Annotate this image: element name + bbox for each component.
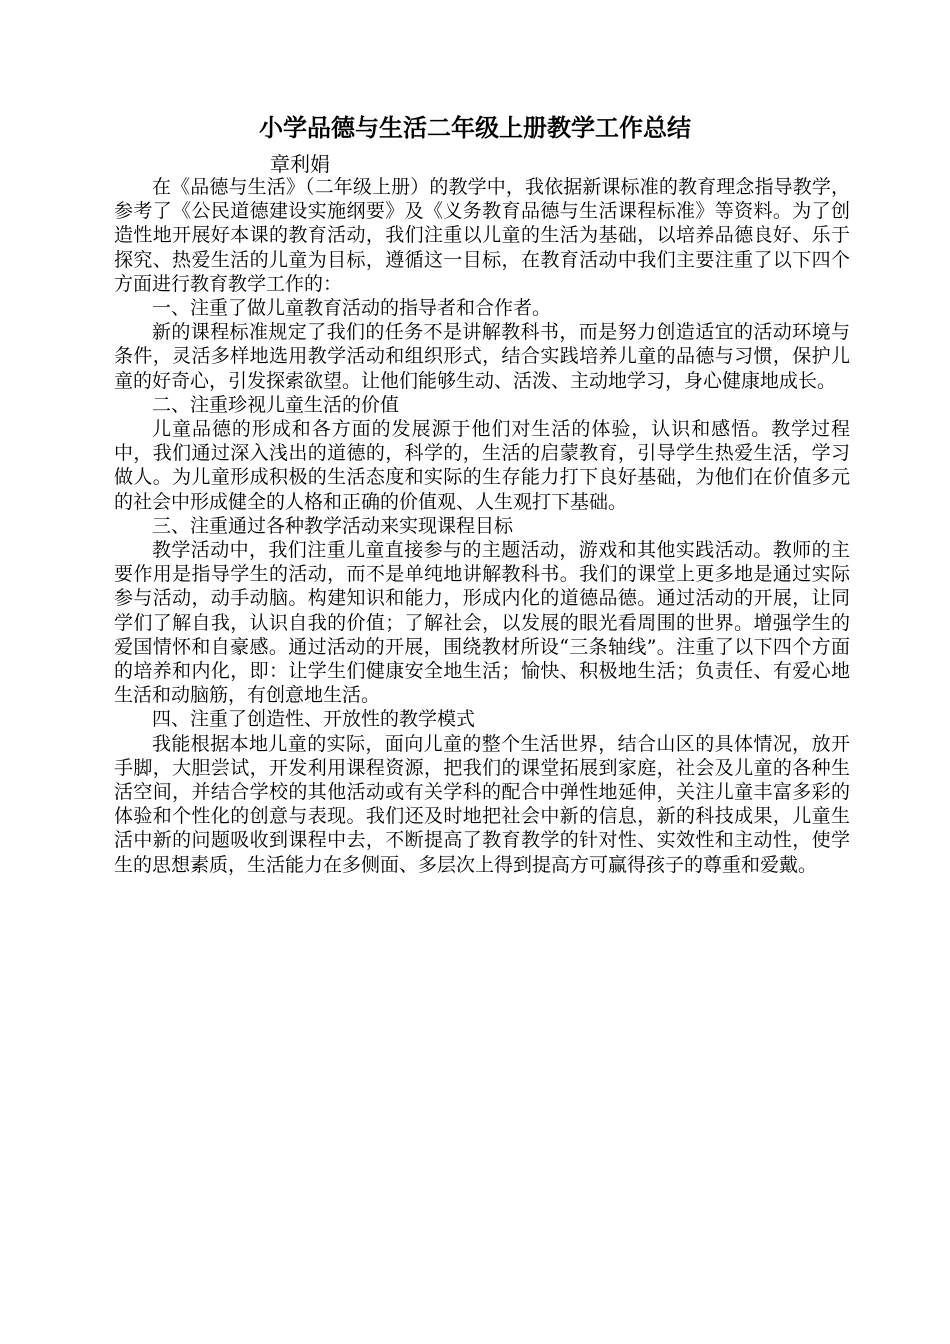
section-heading-2: 二、注重珍视儿童生活的价值 [152,393,400,416]
section-heading-3: 三、注重通过各种教学活动来实现课程目标 [152,514,514,537]
paragraph-section-1: 新的课程标准规定了我们的任务不是讲解教科书，而是努力创造适宜的活动环境与条件，灵活多样地选用教学活动和组织形式，结合实践培养儿童的品德与习惯，保护儿童的好奇心，引发探索欲望。让他们能够生动、活泼、主动地学习，身心健康地成长。 [114,321,850,392]
paragraph-section-2: 儿童品德的形成和各方面的发展源于他们对生活的体验，认识和感悟。教学过程中，我们通过深入浅出的道德的，科学的，生活的启蒙教育，引导学生热爱生活，学习做人。为儿童形成积极的生活态度和实际的生存能力打下良好基础，为他们在价值多元的社会中形成健全的人格和正确的价值观、人生观打下基础。 [114,418,850,513]
paragraph-intro: 在《品德与生活》（二年级上册）的教学中，我依据新课标准的教育理念指导教学，参考了《公民道德建设实施纲要》及《义务教育品德与生活课程标准》等资料。为了创造性地开展好本课的教育活动，我们注重以儿童的生活为基础，以培养品德良好、乐于探究、热爱生活的儿童为目标，遵循这一目标，在教育活动中我们主要注重了以下四个方面进行教育教学工作的： [114,176,850,295]
document-author: 章利娟 [270,152,330,176]
document-body [114,175,850,877]
paragraph-section-3: 教学活动中，我们注重儿童直接参与的主题活动，游戏和其他实践活动。教师的主要作用是指导学生的活动，而不是单纯地讲解教科书。我们的课堂上更多地是通过实际参与活动，动手动脑。构建知识和能力，形成内化的道德品德。通过活动的开展，让同学们了解自我，认识自我的价值；了解社会，以发展的眼光看周围的世界。增强学生的爱国情怀和自豪感。通过活动的开展，围绕教材所设“三条轴线”。注重了以下四个方面的培养和内化，即：让学生们健康安全地生活；愉快、积极地生活；负责任、有爱心地生活和动脑筋，有创意地生活。 [114,539,850,707]
section-heading-1: 一、注重了做儿童教育活动的指导者和合作者。 [152,297,552,320]
paragraph-section-4: 我能根据本地儿童的实际，面向儿童的整个生活世界，结合山区的具体情况，放开手脚，大胆尝试，开发利用课程资源，把我们的课堂拓展到家庭，社会及儿童的各种生活空间，并结合学校的其他活动或有关学科的配合中弹性地延伸，关注儿童丰富多彩的体验和个性化的创意与表现。我们还及时地把社会中新的信息，新的科技成果，儿童生活中新的问题吸收到课程中去，不断提高了教育教学的针对性、实效性和主动性，使学生的思想素质，生活能力在多侧面、多层次上得到提高方可赢得孩子的尊重和爱戴。 [114,732,850,876]
document-title: 小学品德与生活二年级上册教学工作总结 [259,113,691,142]
section-heading-4: 四、注重了创造性、开放性的教学模式 [152,708,476,731]
